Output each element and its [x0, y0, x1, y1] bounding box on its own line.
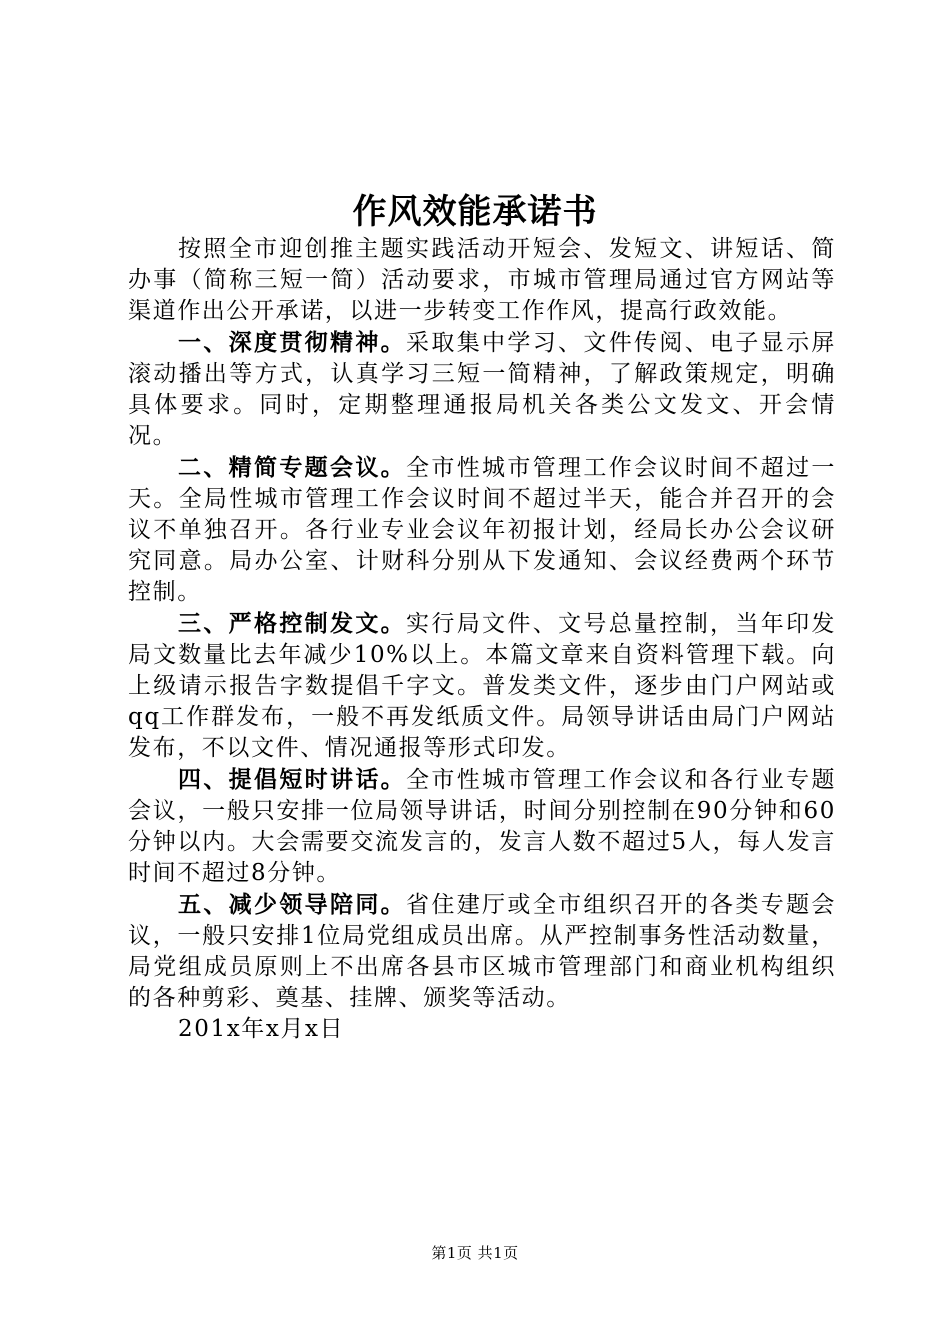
- section-heading-1: 一、深度贯彻精神。: [178, 329, 407, 356]
- section-text-1: 采取集中学习、文件传阅、电子显示屏滚动播出等方式，认真学习三短一简精神，了解政策规定，明确具体要求。同时，定期整理通报局机关各类公文发文、开会情况。: [128, 330, 837, 449]
- section-paragraph-1: [128, 327, 836, 452]
- document-title: 作风效能承诺书: [352, 192, 598, 232]
- section-text-3: 实行局文件、文号总量控制，当年印发局文数量比去年减少10%以上。本篇文章来自资料管理下载。向上级请示报告字数提倡千字文。普发类文件，逐步由门户网站或qq工作群发布，一般不再发纸质文件。局领导讲话由局门户网站发布，不以文件、情况通报等形式印发。: [128, 611, 837, 761]
- section-heading-2: 二、精简专题会议。: [178, 454, 407, 481]
- section-paragraph-4: [128, 764, 836, 889]
- date-line: 201x年x月x日: [178, 1016, 345, 1042]
- section-paragraph-2: [128, 452, 836, 608]
- document-body: [128, 234, 836, 1045]
- section-text-5: 省住建厅或全市组织召开的各类专题会议，一般只安排1位局党组成员出席。从严控制事务性活动数量，局党组成员原则上不出席各县市区城市管理部门和商业机构组织的各种剪彩、奠基、挂牌、颁奖等活动。: [128, 892, 837, 1011]
- section-heading-5: 五、减少领导陪同。: [178, 891, 407, 918]
- section-paragraph-3: [128, 608, 836, 764]
- section-text-2: 全市性城市管理工作会议时间不超过一天。全局性城市管理工作会议时间不超过半天，能合并召开的会议不单独召开。各行业专业会议年初报计划，经局长办公会议研究同意。局办公室、计财科分别从下发通知、会议经费两个环节控制。: [128, 455, 837, 605]
- section-heading-3: 三、严格控制发文。: [178, 610, 407, 637]
- intro-paragraph: 按照全市迎创推主题实践活动开短会、发短文、讲短话、简办事（简称三短一简）活动要求，市城市管理局通过官方网站等渠道作出公开承诺，以进一步转变工作作风，提高行政效能。: [128, 236, 836, 324]
- page-footer: 第1页 共1页: [431, 1244, 519, 1262]
- section-text-4: 全市性城市管理工作会议和各行业专题会议，一般只安排一位局领导讲话，时间分别控制在90分钟和60分钟以内。大会需要交流发言的，发言人数不超过5人，每人发言时间不超过8分钟。: [128, 767, 837, 886]
- section-heading-4: 四、提倡短时讲话。: [178, 766, 407, 793]
- section-paragraph-5: [128, 889, 836, 1014]
